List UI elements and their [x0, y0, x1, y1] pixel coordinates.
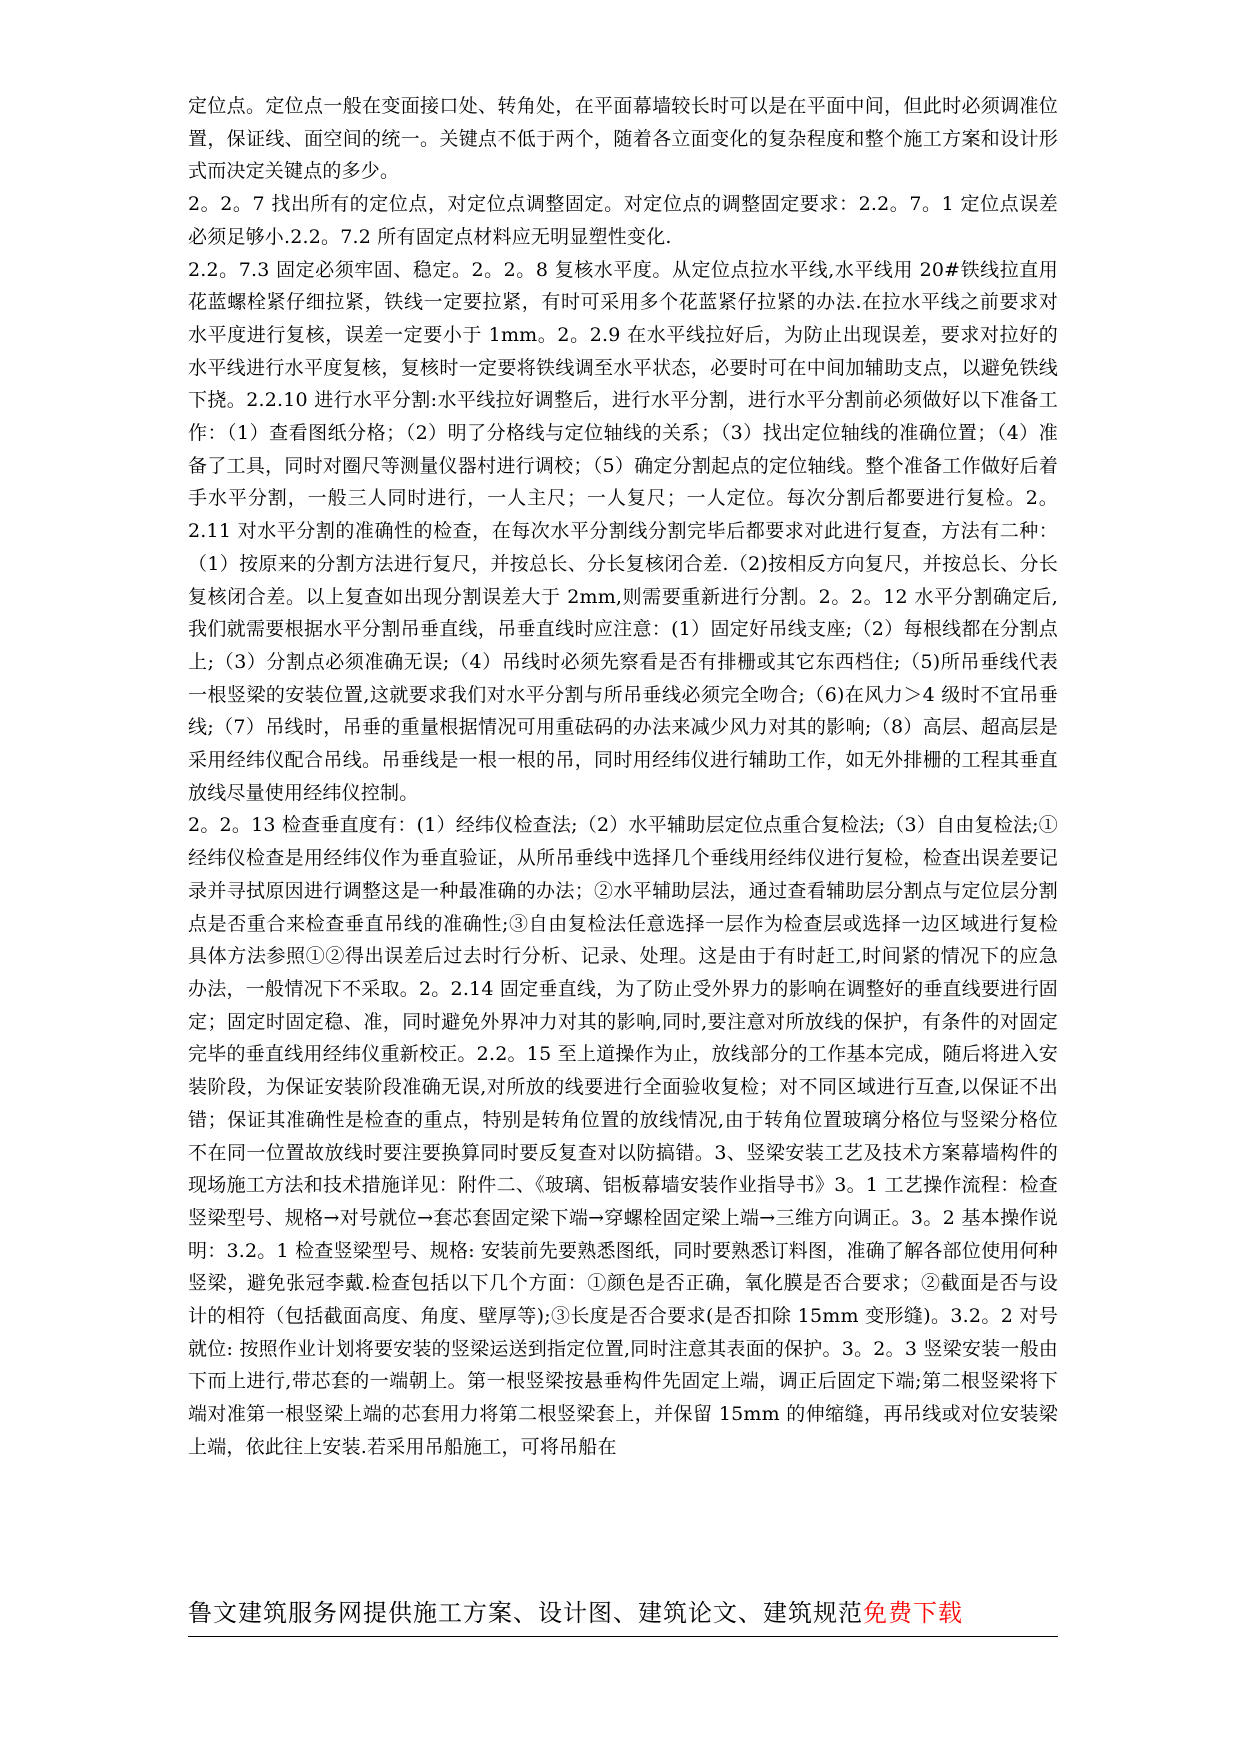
- footer-divider: [188, 1636, 1058, 1637]
- paragraph-3: 2.2。7.3 固定必须牢固、稳定。2。2。8 复核水平度。从定位点拉水平线,水平线用 20#铁线拉直用花蓝螺栓紧仔细拉紧，铁线一定要拉紧，有时可采用多个花蓝紧仔拉紧的办法.在拉水平线之前要求对水平度进行复核，误差一定要小于 1mm。2。2.9 在水平线拉好后，为防止出现误差，要求对拉好的水平线进行水平度复核，复核时一定要将铁线调至水平状态，必要时可在中间加辅助支点，以避免铁线下挠。2.2.10 进行水平分割:水平线拉好调整后，进行水平分割，进行水平分割前必须做好以下准备工作：（1）查看图纸分格；（2）明了分格线与定位轴线的关系；（3）找出定位轴线的准确位置；（4）准备了工具，同时对圈尺等测量仪器村进行调校；（5）确定分割起点的定位轴线。整个准备工作做好后着手水平分割，一般三人同时进行，一人主尺；一人复尺；一人定位。每次分割后都要进行复检。2。2.11 对水平分割的准确性的检查，在每次水平分割线分割完毕后都要求对此进行复查，方法有二种：（1）按原来的分割方法进行复尺，并按总长、分长复核闭合差.（2)按相反方向复尺，并按总长、分长复核闭合差。以上复查如出现分割误差大于 2mm,则需要重新进行分割。2。2。12 水平分割确定后,我们就需要根据水平分割吊垂直线，吊垂直线时应注意：(1）固定好吊线支座;（2）每根线都在分割点上;（3）分割点必须准确无误;（4）吊线时必须先察看是否有排栅或其它东西档住;（5)所吊垂线代表一根竖梁的安装位置,这就要求我们对水平分割与所吊垂线必须完全吻合;（6)在风力＞4 级时不宜吊垂线;（7）吊线时，吊垂的重量根据情况可用重砝码的办法来减少风力对其的影响;（8）高层、超高层是采用经纬仪配合吊线。吊垂线是一根一根的吊，同时用经纬仪进行辅助工作，如无外排栅的工程其垂直放线尽量使用经纬仪控制。: [188, 258, 1058, 804]
- paragraph-1: 定位点。定位点一般在变面接口处、转角处，在平面幕墙较长时可以是在平面中间，但此时必须调准位置，保证线、面空间的统一。关键点不低于两个，随着各立面变化的复杂程度和整个施工方案和设计形式而决定关键点的多少。: [188, 95, 1058, 183]
- free-download-link[interactable]: 免费下载: [863, 1599, 963, 1627]
- paragraph-4: 2。2。13 检查垂直度有：(1）经纬仪检查法;（2）水平辅助层定位点重合复检法;（3）自由复检法;①经纬仪检查是用经纬仪作为垂直验证，从所吊垂线中选择几个垂线用经纬仪进行复检，检查出误差要记录并寻拭原因进行调整这是一种最准确的办法；②水平辅助层法，通过查看辅助层分割点与定位层分割点是否重合来检查垂直吊线的准确性;③自由复检法任意选择一层作为检查层或选择一边区域进行复检具体方法参照①②得出误差后过去时行分析、记录、处理。这是由于有时赶工,时间紧的情况下的应急办法，一般情况下不采取。2。2.14 固定垂直线，为了防止受外界力的影响在调整好的垂直线要进行固定；固定时固定稳、准，同时避免外界冲力对其的影响,同时,要注意对所放线的保护，有条件的对固定完毕的垂直线用经纬仪重新校正。2.2。15 至上道操作为止，放线部分的工作基本完成，随后将进入安装阶段，为保证安装阶段准确无误,对所放的线要进行全面验收复检；对不同区域进行互查,以保证不出错；保证其准确性是检查的重点，特别是转角位置的放线情况,由于转角位置玻璃分格位与竖梁分格位不在同一位置故放线时要注要换算同时要反复查对以防搞错。3、竖梁安装工艺及技术方案幕墙构件的现场施工方法和技术措施详见：附件二、《玻璃、铝板幕墙安装作业指导书》3。1 工艺操作流程：检查竖梁型号、规格→对号就位→套芯套固定梁下端→穿螺栓固定梁上端→三维方向调正。3。2 基本操作说明：3.2。1 检查竖梁型号、规格: 安装前先要熟悉图纸，同时要熟悉订料图，准确了解各部位使用何种竖梁，避免张冠李戴.检查包括以下几个方面：①颜色是否正确，氧化膜是否合要求；②截面是否与设计的相符（包括截面高度、角度、壁厚等);③长度是否合要求(是否扣除 15mm 变形缝)。3.2。2 对号就位: 按照作业计划将要安装的竖梁运送到指定位置,同时注意其表面的保护。3。2。3 竖梁安装一般由下而上进行,带芯套的一端朝上。第一根竖梁按悬垂构件先固定上端，调正后固定下端;第二根竖梁将下端对准第一根竖梁上端的芯套用力将第二根竖梁套上，并保留 15mm 的伸缩缝，再吊线或对位安装梁上端，依此往上安装.若采用吊船施工，可将吊船在: [188, 814, 1058, 1458]
- paragraph-2: 2。2。7 找出所有的定位点，对定位点调整固定。对定位点的调整固定要求：2.2。7。1 定位点误差必须足够小.2.2。7.2 所有固定点材料应无明显塑性变化.: [188, 193, 1058, 248]
- footer-banner: [188, 1597, 1058, 1629]
- footer-text: 鲁文建筑服务网提供施工方案、设计图、建筑论文、建筑规范: [188, 1599, 863, 1627]
- document-body: [188, 90, 1058, 1464]
